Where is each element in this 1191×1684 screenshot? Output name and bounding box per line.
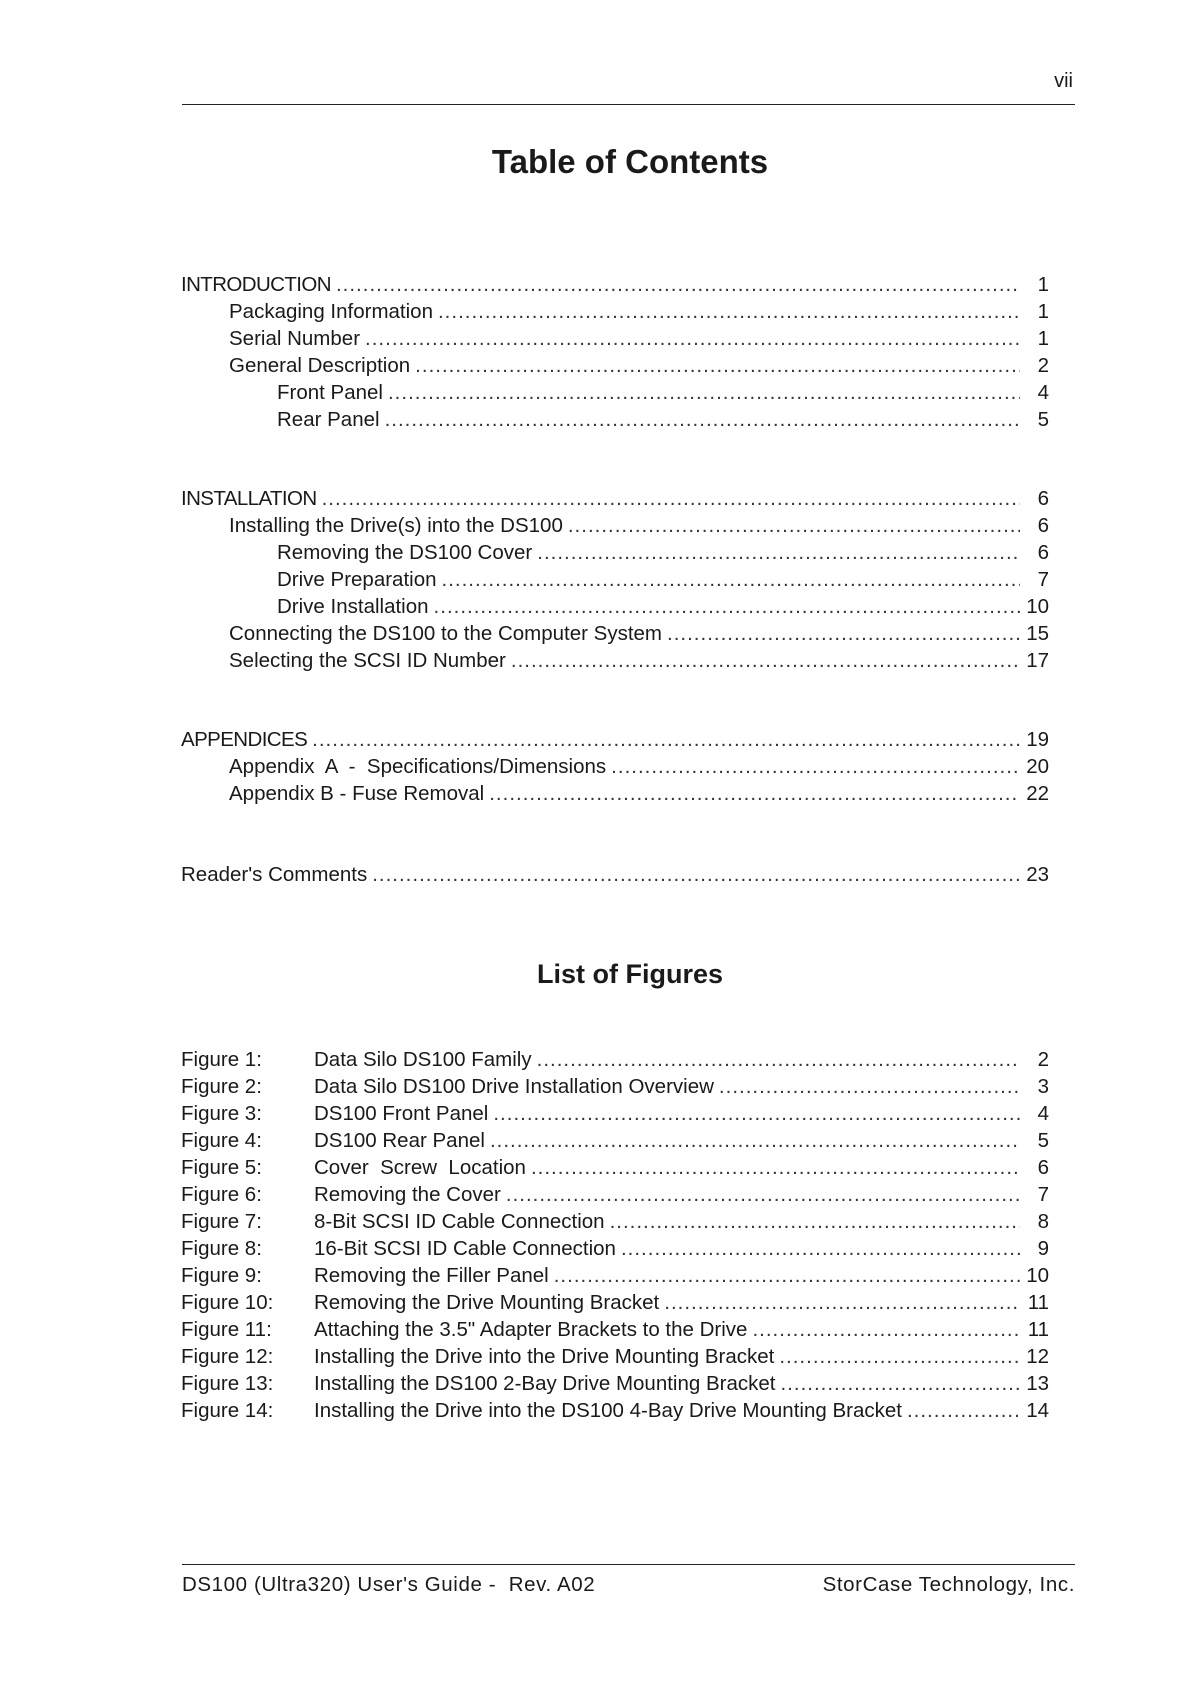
- dot-leader: [780, 1370, 1020, 1397]
- figure-entry[interactable]: [181, 1208, 1049, 1235]
- toc-entry-title: Drive Installation: [277, 595, 429, 618]
- figure-label: Figure 3:: [181, 1102, 262, 1125]
- toc-entry[interactable]: [181, 566, 1049, 593]
- figure-title: Data Silo DS100 Family: [314, 1048, 532, 1071]
- figure-page: 11: [1027, 1291, 1049, 1314]
- figure-page: 2: [1037, 1048, 1049, 1071]
- dot-leader: [385, 406, 1020, 433]
- figure-page: 13: [1026, 1372, 1049, 1395]
- dot-leader: [506, 1181, 1020, 1208]
- toc-entry-page: 1: [1037, 273, 1049, 296]
- toc-entry[interactable]: [181, 539, 1049, 566]
- page-number: vii: [1054, 70, 1073, 92]
- toc-entry-page: 2: [1037, 354, 1049, 377]
- toc-entry-title: Reader's Comments: [181, 863, 368, 886]
- dot-leader: [907, 1397, 1020, 1424]
- toc-entry[interactable]: [181, 298, 1049, 325]
- footer-rule: [182, 1564, 1075, 1565]
- dot-leader: [719, 1073, 1020, 1100]
- toc-entry-title: Installing the Drive(s) into the DS100: [229, 514, 563, 537]
- figure-entry[interactable]: [181, 1100, 1049, 1127]
- figure-entry[interactable]: [181, 1154, 1049, 1181]
- toc-entry[interactable]: [181, 325, 1049, 352]
- toc-entry[interactable]: [181, 485, 1049, 512]
- figure-title: Installing the Drive into the Drive Mounting Bracket: [314, 1345, 775, 1368]
- dot-leader: [434, 593, 1020, 620]
- figure-entry[interactable]: [181, 1262, 1049, 1289]
- figure-entry[interactable]: [181, 1073, 1049, 1100]
- dot-leader: [438, 298, 1020, 325]
- dot-leader: [664, 1289, 1020, 1316]
- figure-page: 3: [1037, 1075, 1049, 1098]
- figure-entry[interactable]: [181, 1397, 1049, 1424]
- toc-entry-title: Appendix A - Specifications/Dimensions: [229, 755, 607, 778]
- figure-title: DS100 Front Panel: [314, 1102, 489, 1125]
- toc-entry-title: Rear Panel: [277, 408, 380, 431]
- toc-entry[interactable]: [181, 861, 1049, 888]
- toc-entry-page: 1: [1037, 327, 1049, 350]
- figure-label: Figure 13:: [181, 1372, 274, 1395]
- figure-label: Figure 4:: [181, 1129, 262, 1152]
- figure-label: Figure 10:: [181, 1291, 274, 1314]
- figure-page: 14: [1026, 1399, 1049, 1422]
- figure-title: Installing the Drive into the DS100 4-Bay Drive Mounting Bracket: [314, 1399, 902, 1422]
- toc-entry-title: Removing the DS100 Cover: [277, 541, 533, 564]
- figure-title: Cover Screw Location: [314, 1156, 526, 1179]
- toc-entry-title: INSTALLATION: [181, 487, 317, 510]
- figure-entry[interactable]: [181, 1343, 1049, 1370]
- toc-entry[interactable]: [181, 379, 1049, 406]
- toc-entry-page: 10: [1026, 595, 1049, 618]
- toc-entry[interactable]: [181, 620, 1049, 647]
- figure-page: 11: [1027, 1318, 1049, 1341]
- figure-label: Figure 5:: [181, 1156, 262, 1179]
- figure-page: 8: [1037, 1210, 1049, 1233]
- figure-entry[interactable]: [181, 1046, 1049, 1073]
- toc-section-appendices: [181, 726, 1049, 807]
- dot-leader: [554, 1262, 1020, 1289]
- dot-leader: [752, 1316, 1020, 1343]
- toc-entry-page: 15: [1026, 622, 1049, 645]
- figure-page: 6: [1037, 1156, 1049, 1179]
- toc-entry[interactable]: [181, 512, 1049, 539]
- figure-title: Attaching the 3.5" Adapter Brackets to the Drive: [314, 1318, 748, 1341]
- toc-section-introduction: [181, 271, 1049, 433]
- figure-title: Data Silo DS100 Drive Installation Overview: [314, 1075, 714, 1098]
- figure-label: Figure 6:: [181, 1183, 262, 1206]
- figure-entry[interactable]: [181, 1235, 1049, 1262]
- toc-entry-page: 19: [1026, 728, 1049, 751]
- toc-entry-title: Packaging Information: [229, 300, 433, 323]
- figure-page: 9: [1037, 1237, 1049, 1260]
- dot-leader: [779, 1343, 1020, 1370]
- toc-title: Table of Contents: [491, 143, 769, 180]
- dot-leader: [442, 566, 1020, 593]
- dot-leader: [322, 485, 1020, 512]
- toc-entry-page: 6: [1037, 487, 1049, 510]
- figure-label: Figure 14:: [181, 1399, 274, 1422]
- toc-entry[interactable]: [181, 271, 1049, 298]
- figure-title: 8-Bit SCSI ID Cable Connection: [314, 1210, 605, 1233]
- toc-entry-title: Selecting the SCSI ID Number: [229, 649, 506, 672]
- toc-section-readers-comments: [181, 861, 1049, 888]
- dot-leader: [336, 271, 1020, 298]
- figure-title: Removing the Cover: [314, 1183, 501, 1206]
- toc-entry-page: 5: [1037, 408, 1049, 431]
- figure-page: 10: [1026, 1264, 1049, 1287]
- toc-entry-title: Connecting the DS100 to the Computer System: [229, 622, 663, 645]
- toc-entry-page: 6: [1037, 514, 1049, 537]
- toc-entry[interactable]: [181, 406, 1049, 433]
- toc-entry[interactable]: [181, 726, 1049, 753]
- toc-entry-title: APPENDICES: [181, 728, 308, 751]
- toc-entry-page: 20: [1026, 755, 1049, 778]
- footer-company: StorCase Technology, Inc.: [822, 1573, 1075, 1596]
- figure-title: 16-Bit SCSI ID Cable Connection: [314, 1237, 616, 1260]
- figure-page: 7: [1037, 1183, 1049, 1206]
- figure-entry[interactable]: [181, 1289, 1049, 1316]
- toc-entry-page: 17: [1026, 649, 1049, 672]
- figure-entry[interactable]: [181, 1316, 1049, 1343]
- toc-entry-title: INTRODUCTION: [181, 273, 331, 296]
- dot-leader: [511, 647, 1020, 674]
- toc-entry[interactable]: [181, 647, 1049, 674]
- dot-leader: [531, 1154, 1020, 1181]
- figure-entry[interactable]: [181, 1370, 1049, 1397]
- toc-entry-page: 7: [1037, 568, 1049, 591]
- figure-title: Installing the DS100 2-Bay Drive Mounting Bracket: [314, 1372, 776, 1395]
- figures-title: List of Figures: [536, 959, 723, 989]
- figure-page: 5: [1037, 1129, 1049, 1152]
- figure-label: Figure 11:: [181, 1318, 272, 1341]
- page-footer: [182, 1573, 1075, 1597]
- dot-leader: [610, 1208, 1020, 1235]
- figure-title: Removing the Drive Mounting Bracket: [314, 1291, 660, 1314]
- dot-leader: [489, 780, 1020, 807]
- toc-entry-title: Drive Preparation: [277, 568, 437, 591]
- dot-leader: [312, 726, 1020, 753]
- figure-label: Figure 8:: [181, 1237, 262, 1260]
- figure-label: Figure 9:: [181, 1264, 262, 1287]
- dot-leader: [621, 1235, 1020, 1262]
- toc-entry-title: General Description: [229, 354, 411, 377]
- toc-entry-title: Front Panel: [277, 381, 383, 404]
- dot-leader: [493, 1100, 1020, 1127]
- figure-page: 4: [1037, 1102, 1049, 1125]
- dot-leader: [568, 512, 1020, 539]
- toc-entry-page: 1: [1037, 300, 1049, 323]
- figure-label: Figure 2:: [181, 1075, 262, 1098]
- toc-entry-page: 23: [1026, 863, 1049, 886]
- toc-entry[interactable]: [181, 593, 1049, 620]
- figure-label: Figure 1:: [181, 1048, 262, 1071]
- toc-entry-page: 6: [1037, 541, 1049, 564]
- figure-title: DS100 Rear Panel: [314, 1129, 485, 1152]
- figures-list: [181, 1046, 1049, 1424]
- dot-leader: [611, 753, 1020, 780]
- header-rule: [182, 104, 1075, 105]
- dot-leader: [415, 352, 1020, 379]
- figure-label: Figure 12:: [181, 1345, 274, 1368]
- figure-entry[interactable]: [181, 1181, 1049, 1208]
- dot-leader: [537, 539, 1020, 566]
- figure-page: 12: [1026, 1345, 1049, 1368]
- toc-section-installation: [181, 485, 1049, 674]
- footer-document-title: DS100 (Ultra320) User's Guide - Rev. A02: [182, 1573, 596, 1596]
- figure-entry[interactable]: [181, 1127, 1049, 1154]
- dot-leader: [388, 379, 1020, 406]
- dot-leader: [537, 1046, 1020, 1073]
- figure-title: Removing the Filler Panel: [314, 1264, 549, 1287]
- figure-label: Figure 7:: [181, 1210, 262, 1233]
- toc-entry-title: Serial Number: [229, 327, 361, 350]
- toc-entry-title: Appendix B - Fuse Removal: [229, 782, 485, 805]
- toc-entry-page: 4: [1037, 381, 1049, 404]
- toc-entry-page: 22: [1026, 782, 1049, 805]
- dot-leader: [372, 861, 1020, 888]
- toc-entry[interactable]: [181, 753, 1049, 780]
- dot-leader: [365, 325, 1020, 352]
- dot-leader: [667, 620, 1020, 647]
- dot-leader: [490, 1127, 1020, 1154]
- toc-entry[interactable]: [181, 352, 1049, 379]
- toc-entry[interactable]: [181, 780, 1049, 807]
